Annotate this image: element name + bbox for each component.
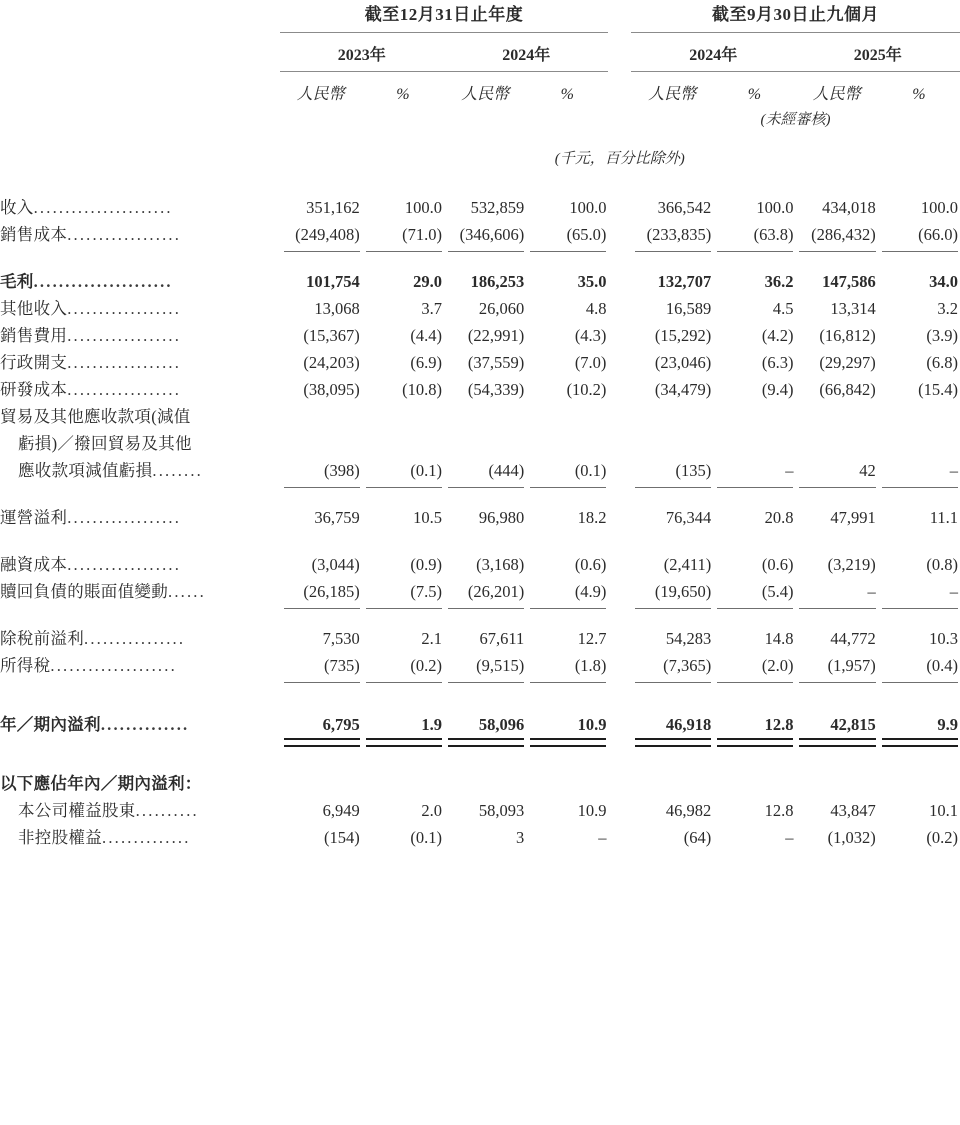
cell-cos-rmb-2023a: (249,408) — [280, 221, 362, 248]
unit-pct-2023-annual: % — [396, 86, 410, 103]
row-label-income-tax: 所得稅.................... — [0, 656, 177, 675]
cell-eq-pct-2025n: 10.1 — [929, 801, 958, 820]
table-row — [0, 551, 960, 578]
cell-np-pct-2025n: 9.9 — [878, 711, 960, 738]
cell-cos-pct-2023a: (71.0) — [362, 221, 444, 248]
cell-gap — [608, 578, 631, 605]
row-label-profit-before-tax: 除稅前溢利................ — [0, 629, 186, 648]
cell-cos-pct-2024a: (65.0) — [526, 221, 608, 248]
cell-revenue-pct-2024a: 100.0 — [569, 198, 607, 217]
basis-of-presentation-note: (千元，百分比除外) — [554, 151, 685, 167]
cell-imp-rmb-2024a: (444) — [444, 457, 526, 484]
cell-revenue-rmb-2024a: 532,859 — [470, 198, 525, 217]
cell-rl-pct-2025n: – — [878, 578, 960, 605]
row-label-impairment-line2: 虧損)／撥回貿易及其他 — [18, 434, 192, 453]
impairment-line1-blank — [280, 403, 960, 430]
table-row-impairment-line3 — [0, 457, 960, 484]
header-basis-row — [0, 129, 960, 174]
cell-nci-rmb-2024a: 3 — [515, 828, 525, 847]
cell-rl-pct-2023a: (7.5) — [362, 578, 444, 605]
cell-nci-pct-2024n: – — [785, 828, 794, 847]
attribution-heading: 以下應佔年內／期內溢利： — [0, 774, 202, 793]
cell-pbt-pct-2024n: 14.8 — [764, 629, 794, 648]
cell-imp-pct-2023a: (0.1) — [362, 457, 444, 484]
row-label-gross-profit: 毛利...................... — [0, 272, 173, 291]
header-corner-blank — [0, 0, 280, 32]
attribution-heading-row — [0, 770, 960, 797]
table-row — [0, 824, 960, 851]
table-row — [0, 711, 960, 738]
cell-fc-rmb-2023a: (3,044) — [311, 555, 360, 574]
cell-cos-pct-2024n: (63.8) — [713, 221, 795, 248]
cell-fc-rmb-2024a: (3,168) — [476, 555, 525, 574]
cell-oi-pct-2025n: 3.2 — [937, 299, 958, 318]
row-label-admin-expenses: 行政開支.................. — [0, 353, 182, 372]
spacer-after-header — [0, 174, 960, 194]
cell-se-rmb-2025n: (16,812) — [819, 326, 876, 345]
cell-op-pct-2024n: 20.8 — [764, 508, 794, 527]
table-row — [0, 625, 960, 652]
unit-pct-2025-nine-months: % — [912, 86, 926, 103]
cell-eq-pct-2023a: 2.0 — [421, 801, 442, 820]
cell-tax-pct-2025n: (0.4) — [878, 652, 960, 679]
cell-gp-rmb-2025n: 147,586 — [822, 272, 876, 291]
cell-gap — [608, 504, 631, 531]
table-row — [0, 295, 960, 322]
cell-tax-pct-2024a: (1.8) — [526, 652, 608, 679]
cell-eq-pct-2024n: 12.8 — [764, 801, 794, 820]
table-row — [0, 652, 960, 679]
cell-nci-rmb-2024n: (64) — [683, 828, 712, 847]
cell-revenue-rmb-2025n: 434,018 — [822, 198, 876, 217]
cell-pbt-pct-2023a: 2.1 — [421, 629, 442, 648]
cell-se-pct-2024a: (4.3) — [574, 326, 607, 345]
cell-pbt-rmb-2024n: 54,283 — [665, 629, 712, 648]
table-row — [0, 504, 960, 531]
cell-fc-pct-2024n: (0.6) — [761, 555, 794, 574]
cell-gap — [608, 797, 631, 824]
cell-rd-pct-2025n: (15.4) — [918, 380, 958, 399]
table-row-impairment-line2 — [0, 430, 960, 457]
cell-se-rmb-2023a: (15,367) — [303, 326, 360, 345]
row-label-non-controlling-interests: 非控股權益.............. — [18, 828, 191, 847]
row-label-operating-profit: 運營溢利.................. — [0, 508, 182, 527]
spacer-before-net-profit-2 — [0, 699, 960, 711]
cell-se-pct-2024n: (4.2) — [761, 326, 794, 345]
unit-rmb-2023-annual: 人民幣 — [296, 86, 345, 103]
cell-gp-rmb-2024n: 132,707 — [657, 272, 712, 291]
cell-ae-pct-2023a: (6.9) — [410, 353, 442, 372]
cell-nci-rmb-2025n: (1,032) — [827, 828, 876, 847]
cell-gap — [608, 711, 631, 738]
cell-fc-rmb-2024n: (2,411) — [663, 555, 712, 574]
year-row-blank — [0, 33, 280, 71]
cell-np-pct-2023a: 1.9 — [362, 711, 444, 738]
cell-revenue-rmb-2023a: 351,162 — [306, 198, 360, 217]
year-label-2023-annual: 2023年 — [337, 47, 386, 64]
cell-eq-rmb-2025n: 43,847 — [830, 801, 876, 820]
cell-op-pct-2025n: 11.1 — [929, 508, 958, 527]
cell-gap — [608, 625, 631, 652]
cell-ae-rmb-2025n: (29,297) — [819, 353, 876, 372]
cell-tax-pct-2024n: (2.0) — [713, 652, 795, 679]
cell-gap — [608, 824, 631, 851]
cell-oi-pct-2024a: 4.8 — [585, 299, 607, 318]
row-label-rd-costs: 研發成本.................. — [0, 380, 182, 399]
cell-eq-rmb-2023a: 6,949 — [322, 801, 360, 820]
year-gap — [608, 33, 631, 71]
unit-pct-2024-annual: % — [560, 86, 574, 103]
cell-se-pct-2025n: (3.9) — [926, 326, 958, 345]
header-group-titles — [0, 0, 960, 32]
cell-np-rmb-2024a: 58,096 — [444, 711, 526, 738]
cell-oi-rmb-2023a: 13,068 — [314, 299, 360, 318]
year-label-2024-annual: 2024年 — [502, 47, 551, 64]
unaudited-note: (未經審核) — [760, 112, 831, 128]
cell-pbt-pct-2025n: 10.3 — [929, 629, 958, 648]
cell-rl-rmb-2023a: (26,185) — [280, 578, 362, 605]
header-unaudited-row — [0, 104, 960, 129]
cell-fc-pct-2023a: (0.9) — [410, 555, 442, 574]
cell-imp-rmb-2023a: (398) — [280, 457, 362, 484]
cell-gp-rmb-2023a: 101,754 — [306, 272, 360, 291]
cell-revenue-pct-2024n: 100.0 — [756, 198, 794, 217]
table-row — [0, 221, 960, 248]
cell-oi-pct-2023a: 3.7 — [421, 299, 442, 318]
cell-rd-pct-2024a: (10.2) — [566, 380, 607, 399]
cell-oi-rmb-2025n: 13,314 — [830, 299, 876, 318]
unit-row-blank — [0, 72, 280, 104]
year-label-2025-nine-months: 2025年 — [853, 47, 902, 64]
table-row — [0, 797, 960, 824]
cell-oi-pct-2024n: 4.5 — [772, 299, 794, 318]
cell-gp-rmb-2024a: 186,253 — [470, 272, 525, 291]
spacer-before-attribution-2 — [0, 758, 960, 770]
cell-nci-pct-2025n: (0.2) — [926, 828, 958, 847]
cell-tax-rmb-2024a: (9,515) — [444, 652, 526, 679]
cell-rd-pct-2024n: (9.4) — [761, 380, 794, 399]
cell-op-rmb-2025n: 47,991 — [830, 508, 876, 527]
impairment-line2-blank — [280, 430, 960, 457]
cell-se-rmb-2024a: (22,991) — [467, 326, 525, 345]
cell-oi-rmb-2024a: 26,060 — [478, 299, 525, 318]
cell-oi-rmb-2024n: 16,589 — [665, 299, 712, 318]
cell-imp-pct-2025n: – — [878, 457, 960, 484]
cell-gap — [608, 457, 631, 484]
cell-eq-rmb-2024a: 58,093 — [478, 801, 525, 820]
cell-nci-pct-2023a: (0.1) — [410, 828, 442, 847]
table-row — [0, 194, 960, 221]
unit-rmb-2024-nine-months: 人民幣 — [648, 86, 697, 103]
cell-rl-rmb-2024a: (26,201) — [444, 578, 526, 605]
cell-pbt-rmb-2024a: 67,611 — [479, 629, 525, 648]
cell-ae-pct-2025n: (6.8) — [926, 353, 958, 372]
cell-gap — [608, 221, 631, 248]
cell-ae-rmb-2024n: (23,046) — [654, 353, 712, 372]
cell-rl-pct-2024a: (4.9) — [526, 578, 608, 605]
cell-se-rmb-2024n: (15,292) — [654, 326, 712, 345]
cell-gap — [608, 349, 631, 376]
cell-gap — [608, 376, 631, 403]
cell-pbt-pct-2024a: 12.7 — [577, 629, 607, 648]
row-label-revenue: 收入...................... — [0, 198, 173, 217]
header-gap — [608, 0, 631, 32]
cell-rl-rmb-2025n: – — [795, 578, 877, 605]
row-label-impairment-line3: 應收款項減值虧損........ — [18, 461, 204, 480]
row-label-cost-of-sales: 銷售成本.................. — [0, 225, 182, 244]
table-row-impairment-line1 — [0, 403, 960, 430]
cell-gap — [608, 551, 631, 578]
header-year-titles — [0, 33, 960, 71]
cell-gp-pct-2024a: 35.0 — [577, 272, 607, 291]
cell-fc-pct-2025n: (0.8) — [926, 555, 958, 574]
cell-rd-pct-2023a: (10.8) — [402, 380, 442, 399]
cell-imp-rmb-2025n: 42 — [795, 457, 877, 484]
cell-rl-rmb-2024n: (19,650) — [631, 578, 713, 605]
cell-nci-pct-2024a: – — [598, 828, 607, 847]
cell-pbt-rmb-2025n: 44,772 — [830, 629, 876, 648]
attribution-heading-blank — [280, 770, 960, 797]
row-label-impairment-line1: 貿易及其他應收款項(減值 — [0, 407, 191, 426]
group-title-nine-months: 截至9月30日止九個月 — [712, 5, 880, 24]
cell-tax-pct-2023a: (0.2) — [362, 652, 444, 679]
table-row — [0, 322, 960, 349]
cell-imp-pct-2024a: (0.1) — [526, 457, 608, 484]
unit-rmb-2024-annual: 人民幣 — [461, 86, 510, 103]
cell-ae-pct-2024n: (6.3) — [761, 353, 794, 372]
cell-cos-pct-2025n: (66.0) — [878, 221, 960, 248]
cell-op-pct-2023a: 10.5 — [413, 508, 442, 527]
cell-ae-pct-2024a: (7.0) — [574, 353, 607, 372]
cell-revenue-rmb-2024n: 366,542 — [657, 198, 712, 217]
cell-gp-pct-2025n: 34.0 — [929, 272, 958, 291]
cell-imp-rmb-2024n: (135) — [631, 457, 713, 484]
unit-pct-2024-nine-months: % — [747, 86, 762, 103]
row-label-selling-expenses: 銷售費用.................. — [0, 326, 182, 345]
cell-np-rmb-2024n: 46,918 — [631, 711, 713, 738]
cell-tax-rmb-2024n: (7,365) — [631, 652, 713, 679]
spacer-before-finance-costs — [0, 531, 960, 551]
cell-gap — [608, 295, 631, 322]
row-label-finance-costs: 融資成本.................. — [0, 555, 182, 574]
cell-op-rmb-2024a: 96,980 — [478, 508, 525, 527]
cell-np-pct-2024a: 10.9 — [526, 711, 608, 738]
cell-pbt-rmb-2023a: 7,530 — [322, 629, 360, 648]
cell-cos-rmb-2024n: (233,835) — [631, 221, 713, 248]
year-label-2024-nine-months: 2024年 — [689, 47, 738, 64]
cell-gap — [608, 268, 631, 295]
cell-gp-pct-2023a: 29.0 — [413, 272, 442, 291]
unit-rmb-2025-nine-months: 人民幣 — [812, 86, 861, 103]
cell-ae-rmb-2024a: (37,559) — [467, 353, 525, 372]
cell-np-rmb-2025n: 42,815 — [795, 711, 877, 738]
cell-op-rmb-2024n: 76,344 — [665, 508, 712, 527]
row-label-equity-shareholders: 本公司權益股東.......... — [18, 801, 199, 820]
table-row — [0, 578, 960, 605]
cell-rd-rmb-2023a: (38,095) — [303, 380, 360, 399]
unaudited-blank — [0, 104, 631, 129]
cell-gap — [608, 652, 631, 679]
cell-revenue-pct-2025n: 100.0 — [920, 198, 958, 217]
cell-tax-rmb-2023a: (735) — [280, 652, 362, 679]
row-label-profit-for-period: 年／期內溢利.............. — [0, 715, 190, 734]
cell-cos-rmb-2025n: (286,432) — [795, 221, 877, 248]
table-row — [0, 376, 960, 403]
cell-fc-pct-2024a: (0.6) — [574, 555, 607, 574]
cell-eq-rmb-2024n: 46,982 — [665, 801, 712, 820]
cell-nci-rmb-2023a: (154) — [324, 828, 360, 847]
table-row — [0, 349, 960, 376]
unit-gap — [608, 72, 631, 104]
cell-fc-rmb-2025n: (3,219) — [827, 555, 876, 574]
cell-ae-rmb-2023a: (24,203) — [303, 353, 360, 372]
cell-cos-rmb-2024a: (346,606) — [444, 221, 526, 248]
basis-blank — [0, 129, 280, 174]
cell-se-pct-2023a: (4.4) — [410, 326, 442, 345]
header-unit-row — [0, 72, 960, 104]
cell-np-pct-2024n: 12.8 — [713, 711, 795, 738]
cell-rd-rmb-2024a: (54,339) — [467, 380, 525, 399]
cell-imp-pct-2024n: – — [713, 457, 795, 484]
cell-rd-rmb-2024n: (34,479) — [654, 380, 712, 399]
cell-rl-pct-2024n: (5.4) — [713, 578, 795, 605]
cell-op-rmb-2023a: 36,759 — [314, 508, 360, 527]
row-label-redemption-liability-change: 贖回負債的賬面值變動...... — [0, 582, 206, 601]
cell-rd-rmb-2025n: (66,842) — [819, 380, 876, 399]
table-row — [0, 268, 960, 295]
cell-gap — [608, 194, 631, 221]
cell-eq-pct-2024a: 10.9 — [577, 801, 607, 820]
row-label-other-income: 其他收入.................. — [0, 299, 182, 318]
cell-np-rmb-2023a: 6,795 — [280, 711, 362, 738]
cell-gap — [608, 322, 631, 349]
cell-op-pct-2024a: 18.2 — [577, 508, 607, 527]
cell-revenue-pct-2023a: 100.0 — [404, 198, 442, 217]
cell-gp-pct-2024n: 36.2 — [764, 272, 794, 291]
group-title-annual: 截至12月31日止年度 — [364, 5, 524, 24]
cell-tax-rmb-2025n: (1,957) — [795, 652, 877, 679]
